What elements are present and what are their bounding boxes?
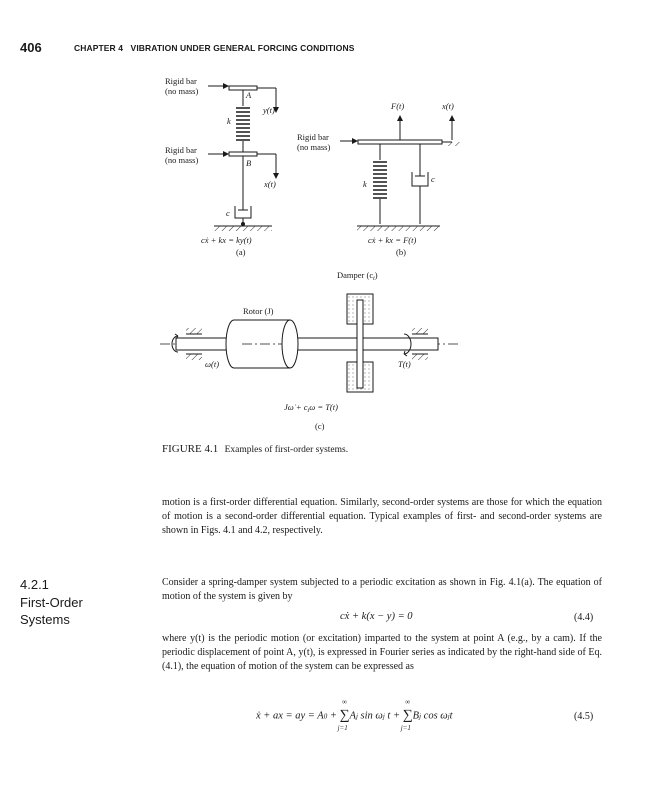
equation-c: Jω̇ + $c_t\omega = T(t)$ <box>284 402 338 414</box>
tag-a: (a) <box>236 247 246 257</box>
figure-caption-text: Examples of first-order systems. <box>224 445 349 455</box>
label-rigid-bar-b-2: (no mass) <box>297 142 331 152</box>
equation-a: cẋ + kx = ky(t) <box>201 235 252 245</box>
label-damper: Damper $(c_t)$ <box>337 270 378 282</box>
section-number: 4.2.1 <box>20 577 49 592</box>
figure-label: FIGURE 4.1 <box>162 443 219 455</box>
figure-caption <box>162 443 348 455</box>
tag-c: (c) <box>315 421 325 431</box>
label-k-b: k <box>363 179 367 189</box>
label-rigid-bar-mid: Rigid bar <box>165 145 197 155</box>
page-number: 406 <box>20 40 42 55</box>
label-c-b: c <box>431 174 435 184</box>
chapter-title: VIBRATION UNDER GENERAL FORCING CONDITIONS <box>130 43 355 53</box>
diagram-c <box>160 294 460 392</box>
section-title: First-Order Systems <box>20 595 83 627</box>
label-F-t: F(t) <box>391 101 405 111</box>
paragraph-2: Consider a spring-damper system subjected to a periodic excitation as shown in Fig. 4.1(a). The equation of motion of the system is given by <box>162 577 602 602</box>
label-x-t-b: x(t) <box>442 101 454 111</box>
label-y-t: y(t) <box>263 105 275 115</box>
tag-b: (b) <box>396 247 406 257</box>
label-omega-t: ω(t) <box>205 359 220 369</box>
label-rigid-bar-top-2: (no mass) <box>165 86 199 96</box>
label-x-t-a: x(t) <box>264 179 276 189</box>
diagram-b <box>340 118 460 231</box>
paragraph-3: where y(t) is the periodic motion (or excitation) imparted to the system at point A (e.g., by a cam). If the periodic displacement of point A, y(t), is expressed in Fourier series as indicated by the right-hand side of Eq. (4.1), the equation of motion of the system can be expressed as <box>162 633 602 672</box>
equation-b: cẋ + kx = F(t) <box>368 235 417 245</box>
label-point-b: B <box>246 158 252 168</box>
label-k-a: k <box>227 116 231 126</box>
equation-4-4: cẋ + k(x − y) = 0 <box>340 611 413 622</box>
equation-4-5: ẋ + ax = ay = A0 + ∞ ∑ j=1 Aj sin ωj t + ∞ ∑ j=1 Bj cos ωjt <box>256 698 453 732</box>
equation-number-4-5: (4.5) <box>574 711 594 722</box>
chapter-label: CHAPTER 4 <box>74 43 124 53</box>
label-rigid-bar-top: Rigid bar <box>165 76 197 86</box>
paragraph-1: motion is a first-order differential equation. Similarly, second-order systems are those for which the equation of motion is a second-order differential equation. Typical examples of first- and second-order systems are shown in Figs. 4.1 and 4.2, respectively. <box>162 497 602 536</box>
label-T-t: T(t) <box>398 359 411 369</box>
label-rotor: Rotor (J) <box>243 306 274 316</box>
label-rigid-bar-mid-2: (no mass) <box>165 155 199 165</box>
label-rigid-bar-b: Rigid bar <box>297 132 329 142</box>
label-c-a: c <box>226 208 230 218</box>
label-point-a: A <box>246 90 252 100</box>
equation-number-4-4: (4.4) <box>574 612 594 623</box>
